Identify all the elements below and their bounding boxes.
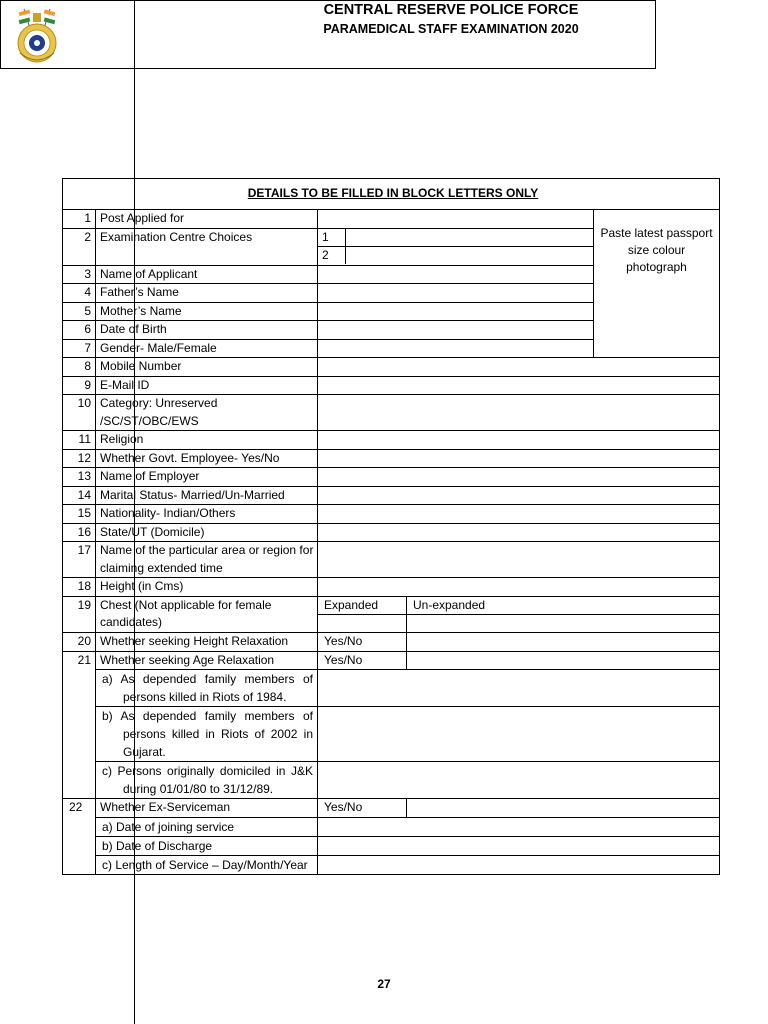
row-number: 3 bbox=[63, 265, 96, 284]
service-length-field[interactable] bbox=[318, 855, 720, 874]
age-relaxation-sub-a: a) As depended family members of persons killed in Riots of 1984. bbox=[102, 672, 313, 704]
row-number-blank bbox=[63, 762, 96, 799]
choice-number: 1 bbox=[322, 229, 329, 244]
discharge-date-field[interactable] bbox=[318, 836, 720, 855]
religion-field[interactable] bbox=[318, 431, 720, 450]
row-number: 15 bbox=[63, 505, 96, 524]
row-label: Height (in Cms) bbox=[96, 578, 318, 597]
row-label: Examination Centre Choices bbox=[96, 228, 318, 265]
age-relaxation-sub-c: c) Persons originally domiciled in J&K during 01/01/80 to 31/12/89. bbox=[102, 764, 313, 796]
photo-box bbox=[594, 210, 720, 358]
choice-number: 2 bbox=[322, 248, 329, 262]
application-form-table bbox=[62, 178, 720, 875]
age-relaxation-sub-b: b) As depended family members of persons killed in Riots of 2002 in Gujarat. bbox=[102, 709, 313, 759]
chest-unexpanded-label: Un-expanded bbox=[407, 596, 720, 615]
extended-time-area-field[interactable] bbox=[318, 542, 720, 578]
row-label: Marital Status- Married/Un-Married bbox=[96, 486, 318, 505]
domicile-field[interactable] bbox=[318, 523, 720, 542]
row-number-blank bbox=[63, 817, 96, 836]
joining-date-field[interactable] bbox=[318, 817, 720, 836]
age-relaxation-option[interactable]: Yes/No bbox=[318, 651, 407, 670]
row-label: Name of Applicant bbox=[96, 265, 318, 284]
row-number: 19 bbox=[63, 596, 96, 633]
row-label: Post Applied for bbox=[96, 210, 318, 229]
choice-divider bbox=[331, 247, 346, 264]
age-relaxation-sub-b-field[interactable] bbox=[318, 707, 720, 762]
row-label: Whether seeking Age Relaxation bbox=[96, 651, 318, 670]
row-number: 8 bbox=[63, 358, 96, 377]
centre-choice-1-field[interactable] bbox=[318, 228, 594, 247]
row-number: 5 bbox=[63, 302, 96, 321]
email-field[interactable] bbox=[318, 376, 720, 395]
row-number: 13 bbox=[63, 468, 96, 487]
dob-field[interactable] bbox=[318, 321, 594, 340]
row-label: Chest (Not applicable for female candidates) bbox=[96, 596, 318, 633]
header-title: CENTRAL RESERVE POLICE FORCE bbox=[323, 2, 579, 18]
row-label: Father’s Name bbox=[96, 284, 318, 303]
row-label: Gender- Male/Female bbox=[96, 339, 318, 358]
row-number: 2 bbox=[63, 228, 96, 265]
mother-name-field[interactable] bbox=[318, 302, 594, 321]
row-label: Date of Birth bbox=[96, 321, 318, 340]
row-label: Whether Ex-Serviceman bbox=[96, 799, 318, 818]
row-number: 11 bbox=[63, 431, 96, 450]
row-number-blank bbox=[63, 670, 96, 707]
age-relaxation-field[interactable] bbox=[407, 651, 720, 670]
exservice-sub-a: a) Date of joining service bbox=[102, 819, 235, 834]
row-number: 9 bbox=[63, 376, 96, 395]
father-name-field[interactable] bbox=[318, 284, 594, 303]
age-relaxation-sub-c-field[interactable] bbox=[318, 762, 720, 799]
ex-serviceman-option[interactable]: Yes/No bbox=[318, 799, 407, 818]
govt-employee-field[interactable] bbox=[318, 449, 720, 468]
header-subtitle: PARAMEDICAL STAFF EXAMINATION 2020 bbox=[323, 22, 579, 36]
row-number: 20 bbox=[63, 633, 96, 652]
applicant-name-field[interactable] bbox=[318, 265, 594, 284]
row-label: Name of the particular area or region for claiming extended time bbox=[96, 542, 318, 578]
row-label: Religion bbox=[96, 431, 318, 450]
centre-choice-2-field[interactable] bbox=[318, 247, 594, 266]
age-relaxation-sub-a-field[interactable] bbox=[318, 670, 720, 707]
row-number: 1 bbox=[63, 210, 96, 229]
row-label: Name of Employer bbox=[96, 468, 318, 487]
chest-expanded-label: Expanded bbox=[318, 596, 407, 615]
row-number: 18 bbox=[63, 578, 96, 597]
row-number: 6 bbox=[63, 321, 96, 340]
row-number-blank bbox=[63, 855, 96, 874]
category-field[interactable] bbox=[318, 395, 720, 431]
row-number: 21 bbox=[63, 651, 96, 670]
chest-unexpanded-field[interactable] bbox=[407, 615, 720, 633]
row-number: 12 bbox=[63, 449, 96, 468]
photo-note: Paste latest passport size colour photograph bbox=[600, 226, 713, 274]
chest-expanded-field[interactable] bbox=[318, 615, 407, 633]
row-label: State/UT (Domicile) bbox=[96, 523, 318, 542]
row-label: Whether seeking Height Relaxation bbox=[96, 633, 318, 652]
employer-field[interactable] bbox=[318, 468, 720, 487]
row-label: Mobile Number bbox=[96, 358, 318, 377]
nationality-field[interactable] bbox=[318, 505, 720, 524]
row-label: Category: Unreserved /SC/ST/OBC/EWS bbox=[96, 395, 318, 431]
row-number: 7 bbox=[63, 339, 96, 358]
crpf-emblem-icon bbox=[10, 5, 64, 65]
exservice-sub-b: b) Date of Discharge bbox=[102, 838, 213, 853]
header-box bbox=[0, 0, 656, 69]
row-number: 17 bbox=[63, 542, 96, 578]
mobile-field[interactable] bbox=[318, 358, 720, 377]
post-applied-field[interactable] bbox=[318, 210, 594, 229]
row-label: Mother’s Name bbox=[96, 302, 318, 321]
height-relaxation-field[interactable] bbox=[407, 633, 720, 652]
row-label: Whether Govt. Employee- Yes/No bbox=[96, 449, 318, 468]
row-number-blank bbox=[63, 836, 96, 855]
form-heading: DETAILS TO BE FILLED IN BLOCK LETTERS ONLY bbox=[63, 179, 720, 210]
row-number: 16 bbox=[63, 523, 96, 542]
page-number: 27 bbox=[377, 977, 391, 991]
row-number: 22 bbox=[63, 799, 96, 818]
height-field[interactable] bbox=[318, 578, 720, 597]
gender-field[interactable] bbox=[318, 339, 594, 358]
marital-status-field[interactable] bbox=[318, 486, 720, 505]
ex-serviceman-field[interactable] bbox=[407, 799, 720, 818]
row-label: E-Mail ID bbox=[96, 376, 318, 395]
row-number: 10 bbox=[63, 395, 96, 431]
row-number: 4 bbox=[63, 284, 96, 303]
height-relaxation-option[interactable]: Yes/No bbox=[318, 633, 407, 652]
row-label: Nationality- Indian/Others bbox=[96, 505, 318, 524]
exservice-sub-c: c) Length of Service – Day/Month/Year bbox=[102, 857, 308, 872]
choice-divider bbox=[331, 229, 346, 246]
row-number: 14 bbox=[63, 486, 96, 505]
row-number-blank bbox=[63, 707, 96, 762]
